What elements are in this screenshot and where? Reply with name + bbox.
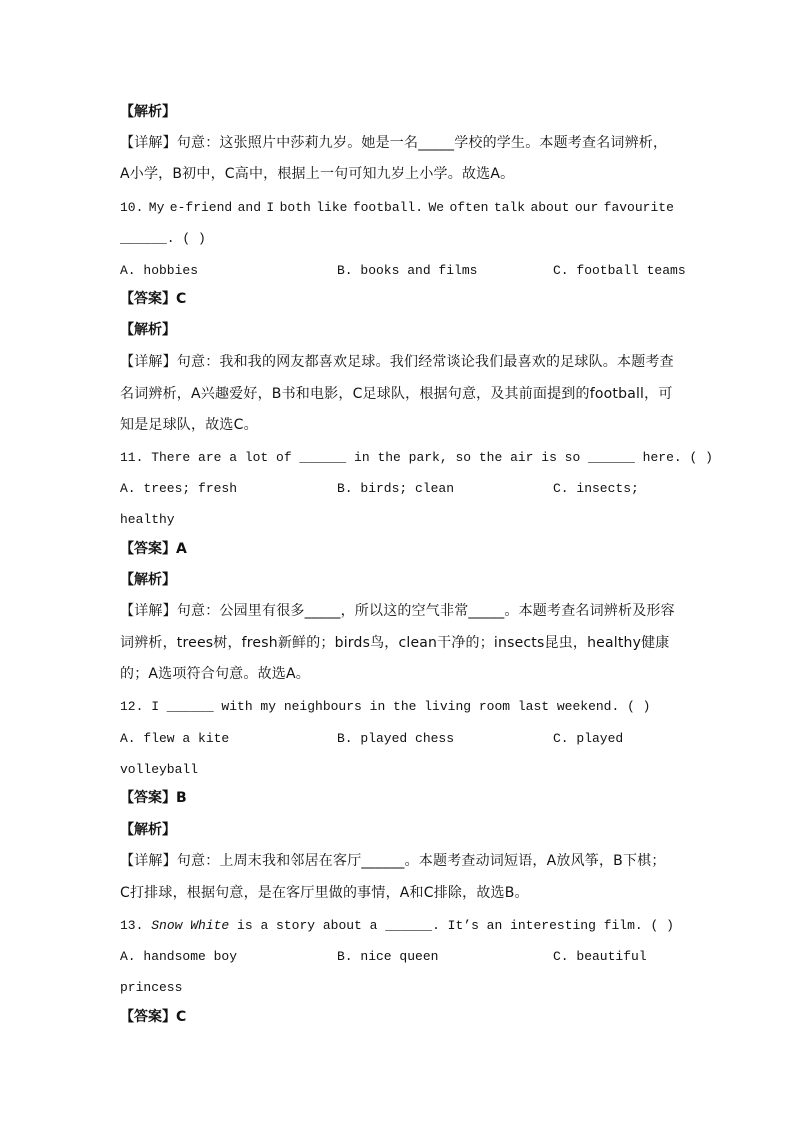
q12-option-c-continued: volleyball	[120, 762, 199, 777]
q11-answer: 【答案】A	[120, 541, 187, 557]
q11-option-c-continued: healthy	[120, 512, 175, 527]
stem-word: talk	[493, 200, 526, 215]
q11-stem: 11. There are a lot of ______ in the park, so the air is so ______ here. ( )	[120, 450, 713, 465]
q13-answer: 【答案】C	[120, 1009, 187, 1025]
q11-detail-line: 的；A选项符合句意。故选A。	[120, 666, 310, 682]
q13-option-b: B. nice queen	[337, 949, 439, 964]
stem-word: We	[428, 200, 445, 215]
q10-option-b: B. books and films	[337, 263, 478, 278]
q10-detail-line: 名词辨析，A兴趣爱好，B书和电影，C足球队，根据句意，及其前面提到的football，可	[120, 386, 673, 402]
stem-word: often	[449, 200, 489, 215]
q10-option-c: C. football teams	[553, 263, 686, 278]
q10-analysis-label: 【解析】	[120, 322, 176, 338]
q10-option-a: A. hobbies	[120, 263, 199, 278]
q11-option-c: C. insects;	[553, 481, 639, 496]
stem-word: My	[148, 200, 165, 215]
q13-stem-rest: is a story about a ______. It’s an interesting film. ( )	[229, 918, 674, 933]
stem-word: about	[530, 200, 570, 215]
q11-detail-line: 【详解】句意：公园里有很多_____，所以这的空气非常_____。本题考查名词辨析及形容	[120, 603, 675, 619]
analysis-label: 【解析】	[120, 104, 176, 120]
q12-option-a: A. flew a kite	[120, 731, 230, 746]
q10-answer: 【答案】C	[120, 291, 187, 307]
stem-word: football.	[352, 200, 424, 215]
q12-stem: 12. I ______ with my neighbours in the living room last weekend. ( )	[120, 699, 651, 714]
detail-line: A小学，B初中，C高中，根据上一句可知九岁上小学。故选A。	[120, 166, 515, 182]
q12-detail-line: 【详解】句意：上周末我和邻居在客厅______。本题考查动词短语，A放风筝，B下棋；	[120, 853, 666, 869]
q13-stem	[120, 916, 674, 936]
q10-detail-line: 【详解】句意：我和我的网友都喜欢足球。我们经常谈论我们最喜欢的足球队。本题考查	[120, 354, 674, 370]
q13-option-a: A. handsome boy	[120, 949, 238, 964]
q12-detail-line: C打排球，根据句意，是在客厅里做的事情，A和C排除，故选B。	[120, 885, 529, 901]
q11-detail-line: 词辨析，trees树，fresh新鲜的；birds鸟，clean干净的；insects昆虫，healthy健康	[120, 635, 670, 651]
detail-line: 【详解】句意：这张照片中莎莉九岁。她是一名_____学校的学生。本题考查名词辨析，	[120, 135, 668, 151]
q11-analysis-label: 【解析】	[120, 572, 176, 588]
q10-stem-line2: ______. ( )	[120, 231, 206, 246]
stem-word: and	[237, 200, 262, 215]
q12-option-c: C. played	[553, 731, 624, 746]
q13-option-c-continued: princess	[120, 980, 183, 995]
stem-word: like	[316, 200, 348, 215]
q11-option-b: B. birds; clean	[337, 481, 455, 496]
stem-word: both	[279, 200, 311, 215]
stem-word: 10.	[120, 200, 144, 215]
q12-option-b: B. played chess	[337, 731, 455, 746]
stem-word: our	[574, 200, 599, 215]
q12-answer: 【答案】B	[120, 790, 187, 806]
stem-word: e-friend	[169, 200, 233, 215]
stem-word: favourite	[603, 200, 674, 215]
q11-option-a: A. trees; fresh	[120, 481, 238, 496]
q10-stem-line1	[120, 198, 674, 218]
q12-analysis-label: 【解析】	[120, 822, 176, 838]
q13-option-c: C. beautiful	[553, 949, 647, 964]
q13-number: 13.	[120, 918, 144, 933]
q13-film-title: Snow White	[151, 918, 230, 933]
stem-word: I	[266, 200, 275, 215]
q10-detail-line: 知是足球队，故选C。	[120, 417, 258, 433]
